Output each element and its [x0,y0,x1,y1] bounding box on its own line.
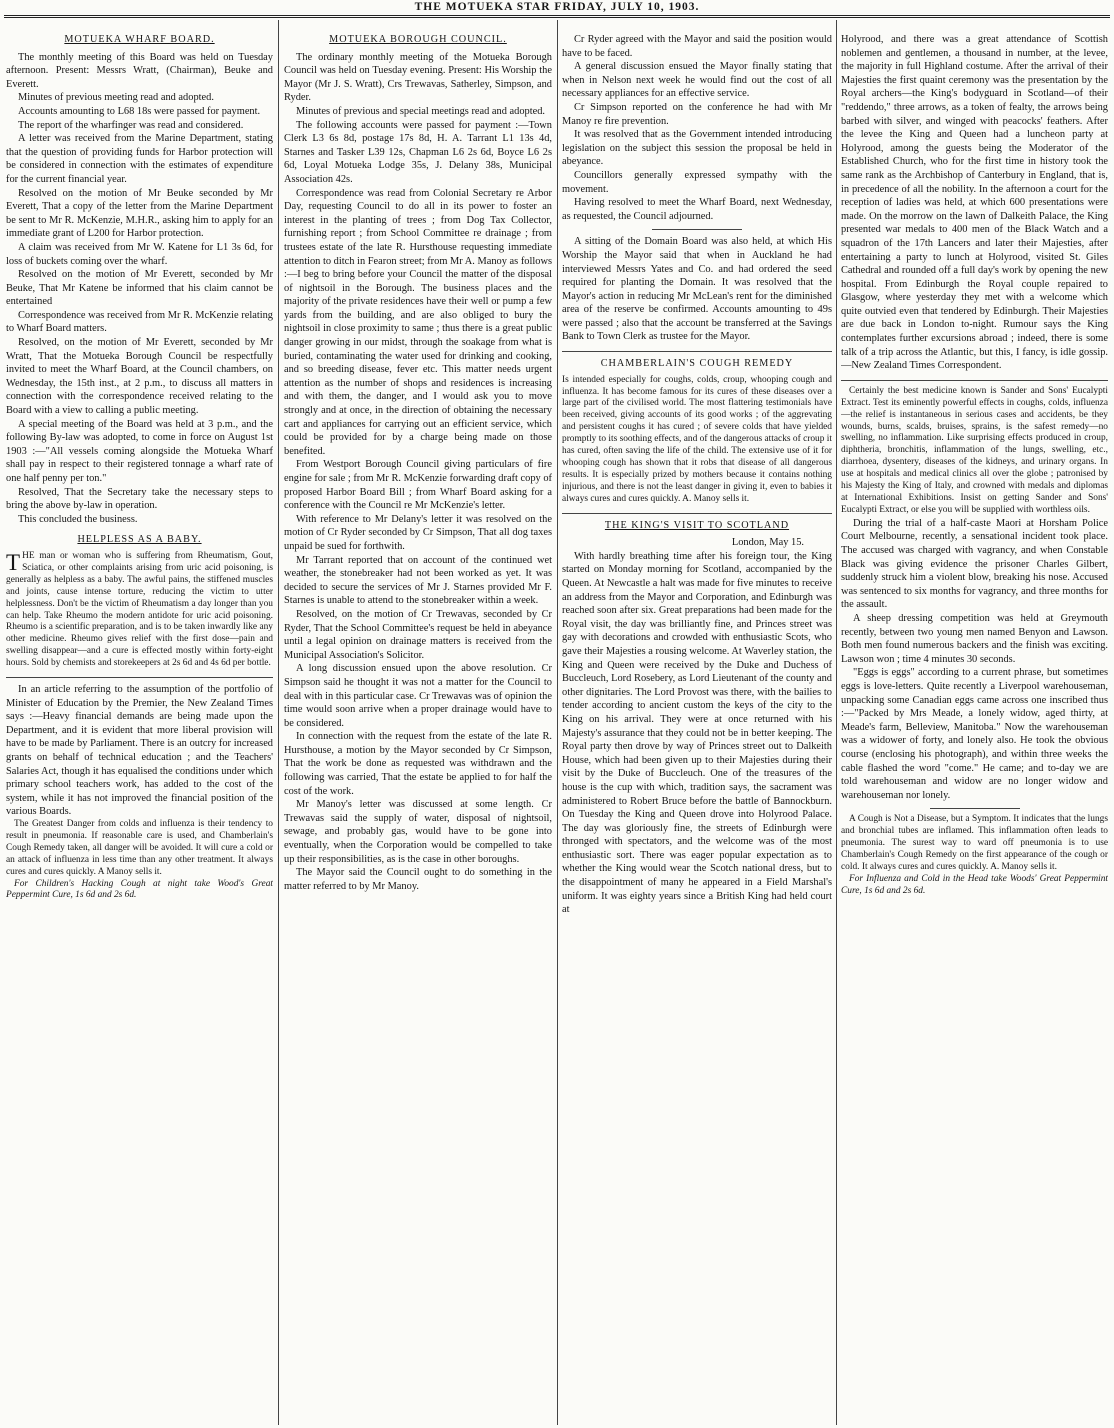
news-item: A sheep dressing competition was held at Greymouth recently, between two young men named Benyon and Lawson. Both men found numerous backers and the finish was exciting. Lawson won ; time 4 minutes 30 seconds. [841,612,1108,665]
paragraph: Resolved, on the motion of Mr Everett, seconded by Mr Wratt, That the Motueka Borough Council be respectfully invited to meet the Wharf Board, at the Council chambers, on Wednesday, the 15th inst., at 2 p.m., to discuss all matters in connection with the correspondence received relating to the Board with a view to calling a public meeting. [6,337,273,417]
news-items [841,517,1108,802]
paragraph: Mr Manoy's letter was discussed at some length. Cr Trewavas said the supply of water, disposal of nightsoil, sewage, and probably gas, would have to be gone into eventually, when the Corporation would be compelled to take up their responsibilities, as is the case in other boroughs. [284,799,552,865]
kings-visit-heading: THE KING'S VISIT TO SCOTLAND [604,519,790,531]
separator [841,380,1108,381]
column-2 [284,33,552,1423]
paragraph: Accounts amounting to L68 18s were passed for payment. [18,105,261,117]
paragraph: A long discussion ensued upon the above resolution. Cr Simpson said he thought it was not a matter for the Council to deal with in this particular case. Cr Trewavas was of opinion the time would soon arrive when a proper drainage would have to be considered. [284,663,552,729]
paragraph: With reference to Mr Delany's letter it was resolved on the motion of Cr Ryder seconded by Cr Simpson, That all dog taxes unpaid be sued for forthwith. [284,513,552,552]
paragraph: In an article referring to the assumption of the portfolio of Minister of Education by the Premier, the New Zealand Times says :—Heavy financial demands are being made upon the Department, and it is evident that more liberal provision will have to be made by Parliament. There is an outcry for increased grants on behalf of technical education ; and the Teachers' Salaries Act, though it has equalised the conditions under which primary school teachers work, has added to the cost of the system, while it has not improved the financial position of the various Boards. [6,684,273,818]
rheumo-advert: THE man or woman who is suffering from Rheumatism, Gout, Sciatica, or other complaints arising from uric acid poisoning, is generally as helpless as a baby. The awful pains, the stiffened muscles and joints, cause intense torture, reducing the victim to utter helplessness. Don't be the victim of Rheumatism a day longer than you can help. Take Rheumo the modern antidote for uric acid poisoning. Rheumo is a scientific preparation, and is to be taken inwardly like any other medicine. Rheumo gives relief with the first dose—pain and swelling disappear—and a cure is effected mostly within forty-eight hours. Sold by chemists and storekeepers at 2s 6d and 4s 6d per bottle. [6,549,273,669]
paragraph: The report of the wharfinger was read and considered. [18,119,244,131]
paragraph: Councillors generally expressed sympathy with the movement. [562,169,832,195]
wharf-board-heading: MOTUEKA WHARF BOARD. [64,34,215,45]
separator [562,351,832,352]
paragraph: Having resolved to meet the Wharf Board, next Wednesday, as requested, the Council adjourned. [562,197,832,222]
education-article [6,683,273,819]
paragraph: The Mayor said the Council ought to do something in the matter referred to by Mr Manoy. [284,867,552,892]
paragraph: It was resolved that as the Government intended introducing legislation on the subject this session the proposal be held in abeyance. [562,129,832,168]
column-3 [562,33,832,1423]
drop-cap: T [6,549,21,575]
paragraph: Resolved, on the motion of Cr Trewavas, seconded by Cr Ryder, That the School Committee's request be held in abeyance until a legal opinion on drainage matters is received from the Municipal Association's Solicitor. [284,608,552,661]
wharf-board-article [6,51,273,527]
masthead: THE MOTUEKA STAR FRIDAY, JULY 10, 1903. [414,1,700,13]
paragraph: From Westport Borough Council giving particulars of fire engine for sale ; from Mr R. McKenzie forwarding draft copy of proposed Harbor Board Bill ; from Wharf Board asking for a conference with the Council re Mr McKenzie's letter. [284,459,552,512]
column-4 [841,33,1108,1423]
borough-council-article [284,51,552,894]
woods-cure-advert: For Children's Hacking Cough at night take Wood's Great Peppermint Cure, 1s 6d and 2s 6d. [6,878,273,901]
cough-symptom-advert: A Cough is Not a Disease, but a Symptom. It indicates that the lungs and bronchial tubes are inflamed. This inflammation often leads to pneumonia. The surest way to ward off pneumonia is to use Chamberlain's Cough Remedy on the first appearance of the cough or cold. It always cures and cures quickly. A. Manoy sells it. [841,814,1108,872]
paragraph: A general discussion ensued the Mayor finally stating that when in Nelson next week he would find out the cost of all necessary appliances for an effective service. [562,61,832,100]
paragraph: The following accounts were passed for payment :—Town Clerk L3 6s 8d, postage 17s 8d, H. A. Tarrant L1 13s 4d, Starnes and Tasker L39 12s, Chapman L6 2s 6d, Boyce L6 2s 6d, Loyal Motueka Lodge 35s, J. Delany 38s, Municipal Association 42s. [284,119,552,185]
paragraph: Resolved on the motion of Mr Everett, seconded by Mr Beuke, That Mr Katene be informed that his claim cannot be entertained [6,269,273,308]
paragraph: A special meeting of the Board was held at 3 p.m., and the following By-law was adopted, to come in force on August 1st 1903 :—"All vessels coming alongside the Motueka Wharf shall pay in respect to their registered tonnage a wharf rate of one half penny per ton." [6,418,273,484]
separator [562,513,832,514]
news-item: During the trial of a half-caste Maori at Horsham Police Court Melbourne, recently, a sensational incident took place. The accused was charged with vagrancy, and when Constable Black was giving evidence the prisoner Charles Gilbert, suddenly struck him a violent blow, breaking his nose. Accused was sentenced to six months for vagrancy, and three months for the assault. [841,517,1108,611]
paragraph: Minutes of previous meeting read and adopted. [18,92,214,104]
kings-visit-continued: Holyrood, and there was a great attendance of Scottish noblemen and gentlemen, a thousand in number, at the levee, the majority in full Highland costume. After the arrival of their Majesties the first quaint ceremony was the presentation by the Royal archers—the King's bodyguard in Scotland—of their "reddendo," three arrows, as a token of fealty, the arrows being barbed with silver, and winged with peacocks' feathers. After the levee the King and Queen had a luncheon party at Holyrood, among the guests being the Moderator of the Established Church, who for the first time in history took the same rank as the Archbishop of Canterbury in England, that is, in precedence of all the nobility. In the afternoon a court for the reception of ladies was held, at which 600 presentations were made. On the morrow on the lawn of Dalkeith Palace, the King presented war medals to 400 men of the Black Watch and a squadron of the 17th Lancers and later their Majesties, after entertaining a party to lunch at Holyrood, visited St. Giles Cathedral and rounded off a full day's work by opening the new hospital. From Edinburgh the Royal couple repaired to Glasgow, where yesterday they met with a welcome which quite outvied even that tendered by Edinburgh. Their Majesties are due back in London to-night. Rumour says the King contemplates further excursions abroad ; indeed, there is some talk of a trip across the Atlantic, but this, I fancy, is idle gossip.—New Zealand Times Correspondent. [841,34,1108,372]
column-divider [278,20,279,1425]
paragraph: The monthly meeting of this Board was held on Tuesday afternoon. Present: Messrs Wratt, (Chairman), Beuke and Everett. [6,51,273,90]
paragraph: In connection with the request from the estate of the late R. Hursthouse, a motion by the Mayor seconded by Cr Simpson, That the work be done as requested was withdrawn and the following was carried, That the estate be applied to for half the cost of the work. [284,731,552,797]
borough-council-continued [562,33,832,223]
greatest-danger-advert: The Greatest Danger from colds and influenza is their tendency to result in pneumonia. If reasonable care is used, and Chamberlain's Cough Remedy taken, all danger will be avoided. It will cure a cold or an attack of influenza in less time than any other treatment. It always cures and cures quickly. A Manoy sells it. [6,818,273,877]
separator [652,229,742,230]
dateline: London, May 15. [731,537,804,549]
kings-visit-article: With hardly breathing time after his foreign tour, the King started on Monday morning for Scotland, accompanied by the Queen. At Newcastle a halt was made for five minutes to receive an address from the Mayor and Corporation, and Edinburgh was reached soon after six. Great preparations had been made for the Royal visit, the day was brilliantly fine, and Princes street was gay with decorations and crowded with enthusiastic Scots, who gave their Majesties a rousing welcome. At Waverley station, the King and Queen were received by the Duke and Duchess of Buccleuch, Lord Rosebery, as Lord Lieutenant of the county and other dignitaries. The Lord Provost was there, with the bailies to tender according to ancient custom the keys of the city to the King on his arrival. They were at once returned with his Majesty's assurance that they could not be in better keeping. The Royal party then drove by way of Princes street out to Dalkeith House, which had been given up to their Majesties during their visit by the Duke of Buccleuch. One of the treasures of the house is the cup with which, tradition says, the sacrament was administered to Robert Bruce before the battle of Bannockburn. On Tuesday the King and Queen drove into Holyrood Palace. The day was gloriously fine, the streets of Edinburgh were thronged with spectators, and the welcome was of the most enthusiastic sort. There was eager popular expectation as to whether the King would wear the Scotch national dress, but to the disappointment of many he appeared in a Field Marshal's uniform. It was eighty years since a British King had held court at [562,550,832,916]
paragraph: Cr Simpson reported on the conference he had with Mr Manoy re fire prevention. [562,101,832,127]
cough-remedy-advert: Is intended especially for coughs, colds, croup, whooping cough and influenza. It has become famous for its cures of these diseases over a large part of the civilised world. The most flattering testimonials have been received, giving accounts of its good works ; of the aggrevating and persistent coughs it has cured ; of severe colds that have yielded promptly to its soothing effects, and of the dangerous attacks of croup it has cured, often saving the life of the child. The extensive use of it for whooping cough has shown that it robs that disease of all dangerous results. It is especially prized by mothers because it contains nothing injurious, and there is not the least danger in giving it, even to babies it always cures and cures quickly. A. Manoy sells it. [562,374,832,504]
column-divider [836,20,837,1425]
paragraph: Cr Ryder agreed with the Mayor and said the position would have to be faced. [562,34,832,59]
separator [930,808,1020,809]
column-divider [557,20,558,1425]
column-1 [6,33,273,1423]
paragraph: A letter was received from the Marine Department, stating that the question of providing funds for Harbor protection will be considered in connection with the estimates of expenditure for the current financial year. [6,133,273,185]
cough-remedy-heading: CHAMBERLAIN'S COUGH REMEDY [600,358,794,370]
paragraph: A claim was received from Mr W. Katene for L1 3s 6d, for loss of buckets coming over the wharf. [6,241,273,267]
woods-influenza-advert: For Influenza and Cold in the Head take Woods' Great Peppermint Cure, 1s 6d and 2s 6d. [841,873,1108,896]
paragraph: Resolved on the motion of Mr Beuke seconded by Mr Everett, That a copy of the letter from the Marine Department be sent to Mr R. McKenzie, M.H.R., asking him to apply for an immediate grant of L200 for Harbor protection. [6,187,273,240]
paragraph: Resolved, That the Secretary take the necessary steps to bring the above by-law in operation. [6,486,273,512]
eucalypti-advert: Certainly the best medicine known is Sander and Sons' Eucalypti Extract. Test its eminently powerful effects in coughs, colds, influenza—the relief is instantaneous in serious cases and accidents, be they wounds, burns, scalds, bruises, sprains, is the safest remedy—no swelling, no inflammation. Like surprising effects produced in croup, diphtheria, bronchitis, inflammation of the lungs, swelling, etc., diarrhoea, dysentery, diseases of the kidneys, and urinary organs. In use at hospitals and medical clinics all over the globe ; patronised by his Majesty the King of Italy, and crowned with medals and diplomas at International Exhibitions. Insist on getting Sander and Sons' Eucalypti Extract, or else you will be supplied with worthless oils. [841,385,1108,515]
helpless-baby-heading: HELPLESS AS A BABY. [77,534,202,546]
borough-council-heading: MOTUEKA BOROUGH COUNCIL. [329,34,507,45]
paragraph: The ordinary monthly meeting of the Motueka Borough Council was held on Tuesday evening. Present: His Worship the Mayor (Mr J. S. Wratt), Crs Trewavas, Satherley, Simpson, and Ryder. [284,51,552,104]
domain-board-article: A sitting of the Domain Board was also held, at which His Worship the Mayor said that when in Auckland he had interviewed Messrs Yates and Co. and had ordered the seed required for planting the Domain. It was resolved that the Mayor's action in reducing Mr McLean's rent for the diminished area of the reserve be confirmed. Accounts amounting to 49s were passed ; also that the account be transferred at the Savings Bank to Town Clerk as trustee for the Mayor. [562,236,832,343]
separator [6,677,273,678]
paragraph: Minutes of previous and special meetings read and adopted. [296,105,546,117]
paragraph: Correspondence was received from Mr R. McKenzie relating to Wharf Board matters. [6,309,273,335]
paragraph: This concluded the business. [18,513,138,525]
masthead-rule [4,15,1110,18]
paragraph: Mr Tarrant reported that on account of the continued wet weather, the stonebreaker had not been worked as yet. It was decided to secure the services of Mr J. Starnes provided Mr F. Starnes is unable to attend to the stonebreaker within a week. [284,554,552,607]
paragraph: Correspondence was read from Colonial Secretary re Arbor Day, requesting Council to do all in its power to foster an interest in the planting of trees ; from Dog Tax Collector, furnishing report ; from School Committee re drainage ; from trustees estate of the late R. Hursthouse requesting immediate attention to ditch in Fearon street; from Mr A. Manoy as follows :—I beg to bring before your Council the matter of the disposal of nightsoil in the Borough. The business places and the majority of the private residences have their well or pump a few yards from the building, and are also obliged to bury the nightsoil in close proximity to same ; thus there is a great public danger growing in our midst, through the soakage from what is buried, contaminating the water used for drinking and cooking, and so breeding disease, fever etc. This matter needs urgent attention as the number of shops and residences is increasing and with them, the danger, and I would ask you to move strongly and at once, in the direction of obtaining the necessary cart and appliances for carrying out an efficient service, which could be provided for by a charge being made on those benefited. [284,187,552,457]
news-item: "Eggs is eggs" according to a current phrase, but sometimes eggs is love-letters. Quite recently a Liverpool warehouseman, unpacking some Canadian eggs came across one inscribed thus :—"Packed by Mrs Meade, a lonely widow, aged thirty, at Meade's farm, Belleview, Manitoba." Now the warehouseman was a widower of forty, and lonely also. He took the obvious course (enclosing his photograph), and within three weeks the cable flashed the word "come." He came; and to-day we are told warehouseman and widow are no longer widow and warehouseman nor lonely. [841,667,1108,801]
